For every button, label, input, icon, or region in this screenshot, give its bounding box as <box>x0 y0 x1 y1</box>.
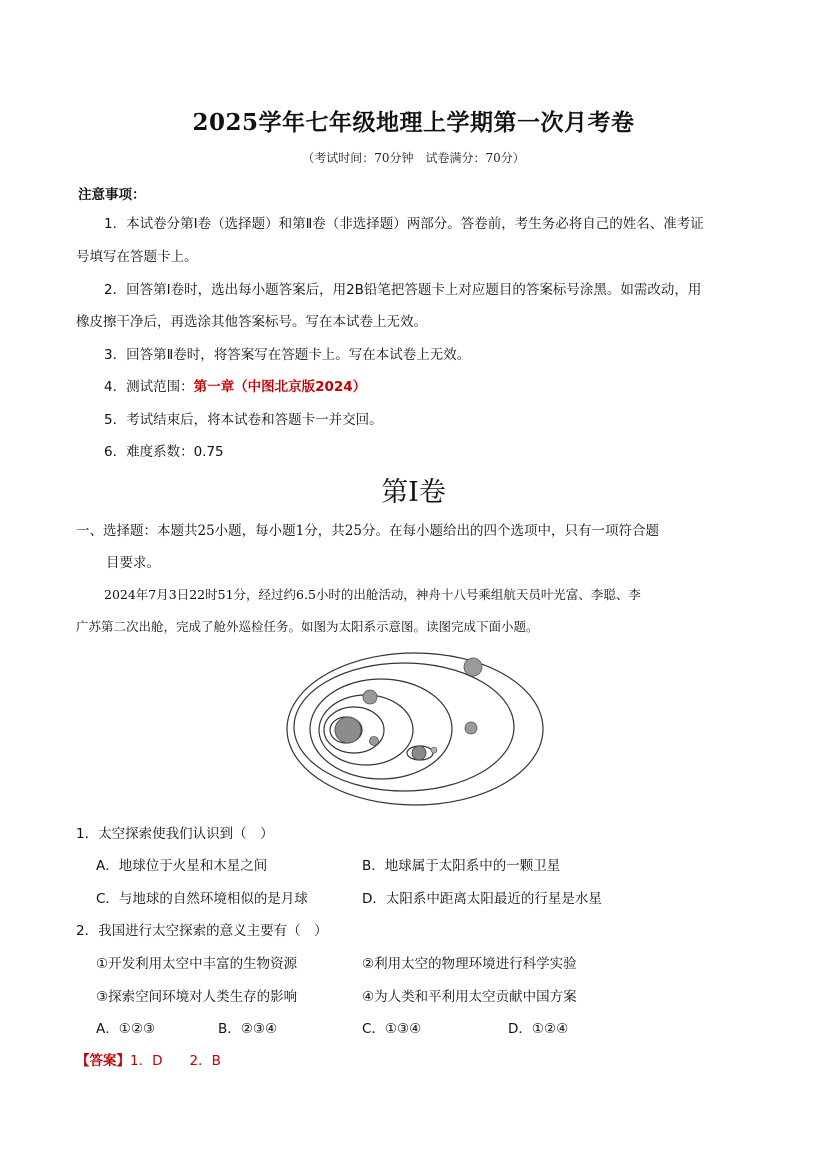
page-title: 2025学年七年级地理上学期第一次月考卷 <box>192 109 635 136</box>
planet-venus <box>363 690 377 704</box>
answer-label: 【答案】 <box>76 1053 130 1069</box>
passage-line-1: 2024年7月3日22时51分，经过约6.5小时的出舱活动，神舟十八号乘组航天员叶光富、李聪、李 <box>104 587 641 602</box>
question-1-option-c: C．与地球的自然环境相似的是月球 <box>96 891 308 907</box>
question-2-statement-3: ③探索空间环境对人类生存的影响 <box>96 989 298 1005</box>
moon <box>431 747 437 753</box>
answer <box>76 1049 221 1069</box>
planet-jupiter <box>464 658 482 676</box>
question-1-stem: 1．太空探索使我们认识到（ ） <box>76 826 274 842</box>
planet-mercury <box>370 737 379 746</box>
solar-system-diagram <box>282 650 548 810</box>
section-title: 第Ⅰ卷 <box>381 477 446 508</box>
question-2-stem: 2．我国进行太空探索的意义主要有（ ） <box>76 923 328 939</box>
question-2-option-a: A．①②③ <box>96 1021 156 1037</box>
notice-heading: 注意事项： <box>78 187 146 203</box>
planet-mars <box>465 722 477 734</box>
notice-item-1-line-2: 号填写在答题卡上。 <box>76 249 198 265</box>
test-range: 第一章（中图北京版2024） <box>193 379 367 395</box>
section-instruction-line-2: 目要求。 <box>106 555 160 571</box>
exam-info: （考试时间：70分钟 试卷满分：70分） <box>302 151 525 165</box>
orbit-jupiter <box>294 663 514 791</box>
question-2-option-d: D．①②④ <box>508 1021 569 1037</box>
answer-text: 1．D 2．B <box>130 1053 221 1069</box>
notice-item-2-line-2: 橡皮擦干净后，再选涂其他答案标号。写在本试卷上无效。 <box>76 314 427 330</box>
notice-item-4-prefix: 4．测试范围： <box>104 379 194 395</box>
notice-item-2-line-1: 2．回答第Ⅰ卷时，选出每小题答案后，用2B铅笔把答题卡上对应题目的答案标号涂黑。如需改动，用 <box>104 282 702 298</box>
notice-item-6: 6．难度系数：0.75 <box>104 444 224 460</box>
orbit-mars <box>310 679 452 779</box>
section-instruction-line-1: 一、选择题：本题共25小题，每小题1分，共25分。在每小题给出的四个选项中，只有一项符合题 <box>76 523 659 539</box>
question-2-option-b: B．②③④ <box>218 1021 278 1037</box>
notice-item-4 <box>104 379 366 395</box>
notice-item-1-line-1: 1．本试卷分第Ⅰ卷（选择题）和第Ⅱ卷（非选择题）两部分。答卷前，考生务必将自己的姓名、准考证 <box>104 216 704 232</box>
notice-item-5: 5．考试结束后，将本试卷和答题卡一并交回。 <box>104 412 383 428</box>
question-2-option-c: C．①③④ <box>362 1021 422 1037</box>
question-1-option-d: D．太阳系中距离太阳最近的行星是水星 <box>362 891 602 907</box>
passage-line-2: 广苏第二次出舱，完成了舱外巡检任务。如图为太阳系示意图。读图完成下面小题。 <box>76 619 539 634</box>
question-2-statement-4: ④为人类和平利用太空贡献中国方案 <box>362 989 577 1005</box>
question-1-option-b: B．地球属于太阳系中的一颗卫星 <box>362 858 561 874</box>
sun <box>335 717 361 743</box>
orbit-saturn <box>287 653 543 805</box>
question-2-statement-2: ②利用太空的物理环境进行科学实验 <box>362 956 577 972</box>
question-2-statement-1: ①开发利用太空中丰富的生物资源 <box>96 956 298 972</box>
question-1-option-a: A．地球位于火星和木星之间 <box>96 858 268 874</box>
planet-earth <box>412 746 426 760</box>
notice-item-3: 3．回答第Ⅱ卷时，将答案写在答题卡上。写在本试卷上无效。 <box>104 347 471 363</box>
orbit-earth <box>319 695 413 765</box>
